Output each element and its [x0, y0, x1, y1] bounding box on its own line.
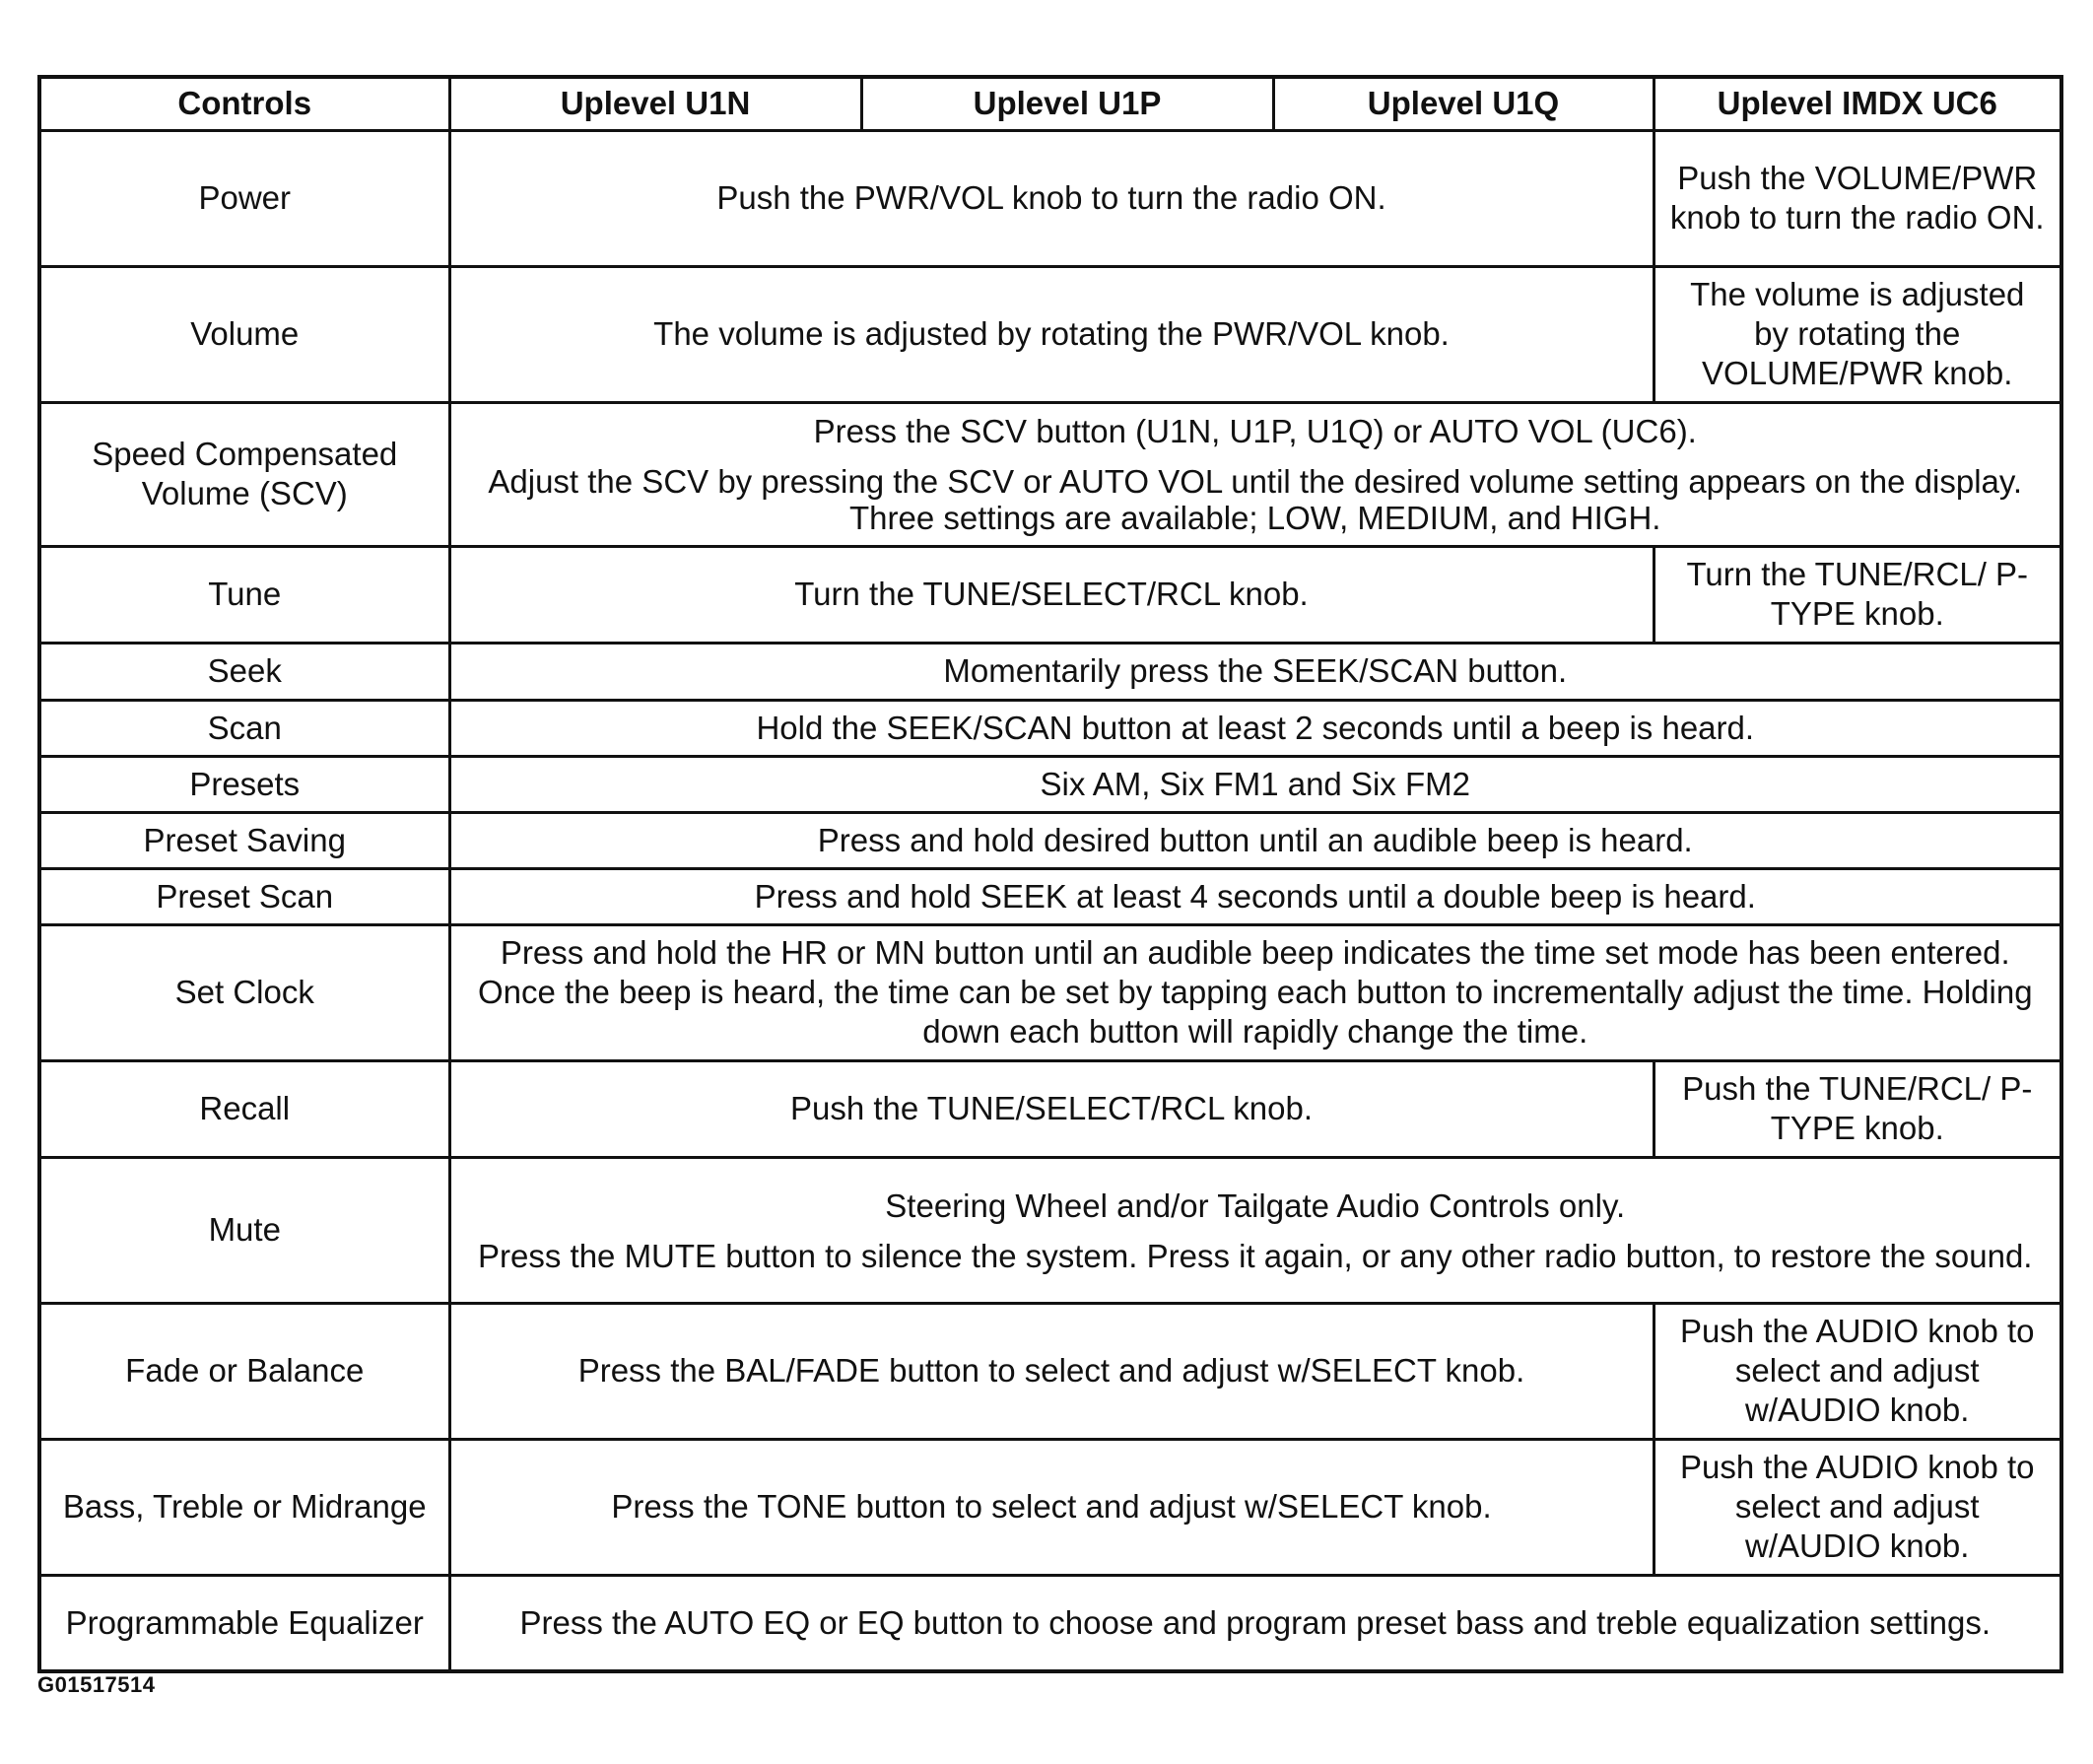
set-clock-desc: Press and hold the HR or MN button until an audible beep indicates the time set mode has been entered. Once the beep is heard, the time can be set by tapping each button to incrementally adjust the time. Holding down each button will rapidly change the time.: [449, 924, 2061, 1060]
mute-desc: [449, 1157, 2061, 1303]
row-recall: [39, 1060, 2061, 1157]
control-recall: Recall: [39, 1060, 449, 1157]
mute-desc-line1: Steering Wheel and/or Tailgate Audio Controls only.: [885, 1187, 1626, 1224]
row-bass-treble: [39, 1439, 2061, 1575]
tune-uc6-desc: Turn the TUNE/RCL/ P-TYPE knob.: [1654, 546, 2061, 643]
control-preset-saving: Preset Saving: [39, 812, 449, 868]
control-equalizer: Programmable Equalizer: [39, 1575, 449, 1671]
control-presets: Presets: [39, 756, 449, 812]
row-preset-scan: [39, 868, 2061, 924]
bass-treble-uc6-desc: Push the AUDIO knob to select and adjust w/AUDIO knob.: [1654, 1439, 2061, 1575]
fade-balance-uc6-desc: Push the AUDIO knob to select and adjust w/AUDIO knob.: [1654, 1303, 2061, 1439]
figure-code: G01517514: [37, 1672, 156, 1697]
recall-uc6-desc: Push the TUNE/RCL/ P-TYPE knob.: [1654, 1060, 2061, 1157]
header-u1p: Uplevel U1P: [861, 77, 1273, 130]
tune-uplevel-desc: Turn the TUNE/SELECT/RCL knob.: [449, 546, 1654, 643]
bass-treble-uplevel-desc: Press the TONE button to select and adjust w/SELECT knob.: [449, 1439, 1654, 1575]
control-mute: Mute: [39, 1157, 449, 1303]
scv-desc-line1: Press the SCV button (U1N, U1P, U1Q) or AUTO VOL (UC6).: [813, 413, 1697, 449]
scv-desc: [449, 402, 2061, 546]
control-scan: Scan: [39, 700, 449, 756]
row-presets: [39, 756, 2061, 812]
volume-uplevel-desc: The volume is adjusted by rotating the PWR/VOL knob.: [449, 266, 1654, 402]
row-scan: [39, 700, 2061, 756]
seek-desc: Momentarily press the SEEK/SCAN button.: [449, 643, 2061, 700]
row-volume: [39, 266, 2061, 402]
preset-saving-desc: Press and hold desired button until an audible beep is heard.: [449, 812, 2061, 868]
header-uc6: Uplevel IMDX UC6: [1654, 77, 2061, 130]
header-controls: Controls: [39, 77, 449, 130]
volume-uc6-desc: The volume is adjusted by rotating the VOLUME/PWR knob.: [1654, 266, 2061, 402]
control-preset-scan: Preset Scan: [39, 868, 449, 924]
power-uc6-desc: Push the VOLUME/PWR knob to turn the radio ON.: [1654, 130, 2061, 266]
presets-desc: Six AM, Six FM1 and Six FM2: [449, 756, 2061, 812]
scv-desc-line2: Adjust the SCV by pressing the SCV or AUTO VOL until the desired volume setting appears on the display. Three settings are available; LOW, MEDIUM, and HIGH.: [488, 463, 2023, 536]
control-seek: Seek: [39, 643, 449, 700]
radio-controls-table: [37, 75, 2063, 1673]
control-bass-treble: Bass, Treble or Midrange: [39, 1439, 449, 1575]
row-seek: [39, 643, 2061, 700]
control-power: Power: [39, 130, 449, 266]
row-fade-balance: [39, 1303, 2061, 1439]
control-volume: Volume: [39, 266, 449, 402]
row-equalizer: [39, 1575, 2061, 1671]
equalizer-desc: Press the AUTO EQ or EQ button to choose and program preset bass and treble equalization settings.: [449, 1575, 2061, 1671]
power-uplevel-desc: Push the PWR/VOL knob to turn the radio ON.: [449, 130, 1654, 266]
control-tune: Tune: [39, 546, 449, 643]
header-row: [39, 77, 2061, 130]
control-scv: Speed Compensated Volume (SCV): [39, 402, 449, 546]
scan-desc: Hold the SEEK/SCAN button at least 2 seconds until a beep is heard.: [449, 700, 2061, 756]
header-u1q: Uplevel U1Q: [1273, 77, 1654, 130]
row-set-clock: [39, 924, 2061, 1060]
row-tune: [39, 546, 2061, 643]
row-power: [39, 130, 2061, 266]
control-set-clock: Set Clock: [39, 924, 449, 1060]
control-fade-balance: Fade or Balance: [39, 1303, 449, 1439]
row-preset-saving: [39, 812, 2061, 868]
recall-uplevel-desc: Push the TUNE/SELECT/RCL knob.: [449, 1060, 1654, 1157]
row-mute: [39, 1157, 2061, 1303]
mute-desc-line2: Press the MUTE button to silence the system. Press it again, or any other radio button, to restore the sound.: [478, 1237, 2033, 1274]
row-scv: [39, 402, 2061, 546]
preset-scan-desc: Press and hold SEEK at least 4 seconds until a double beep is heard.: [449, 868, 2061, 924]
fade-balance-uplevel-desc: Press the BAL/FADE button to select and adjust w/SELECT knob.: [449, 1303, 1654, 1439]
header-u1n: Uplevel U1N: [449, 77, 861, 130]
